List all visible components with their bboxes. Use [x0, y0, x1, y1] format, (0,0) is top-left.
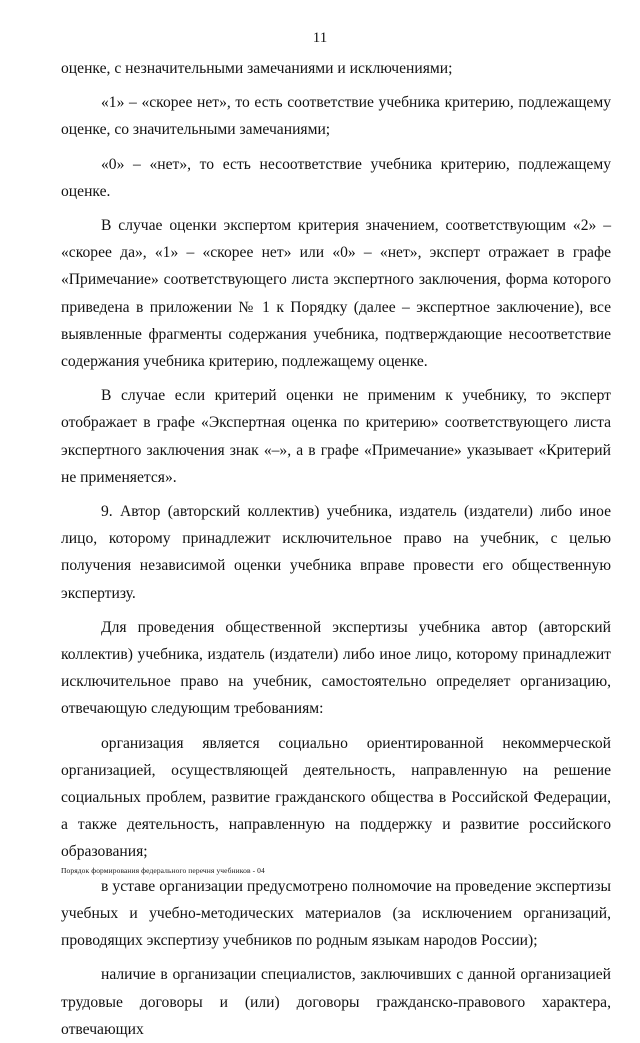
document-body	[61, 55, 611, 1043]
paragraph-score-1: «1» – «скорее нет», то есть соответствие учебника критерию, подлежащему оценке, со значительными замечаниями;	[61, 94, 611, 139]
page-footer: Порядок формирования федерального перечня учебников - 04	[61, 866, 265, 875]
paragraph-continuation: оценке, с незначительными замечаниями и исключениями;	[61, 60, 453, 77]
page-number: 11	[312, 30, 328, 46]
paragraph-score-0: «0» – «нет», то есть несоответствие учебника критерию, подлежащему оценке.	[61, 155, 611, 200]
paragraph-item-9: 9. Автор (авторский коллектив) учебника, издатель (издатели) либо иное лицо, которому принадлежит исключительное право на учебник, с целью получения независимой оценки учебника вправе провести его общественную экспертизу.	[61, 503, 611, 602]
paragraph-expert-assessment: В случае оценки экспертом критерия значением, соответствующим «2» – «скорее да», «1» – «скорее нет» или «0» – «нет», эксперт отражает в графе «Примечание» соответствующего листа экспертного заключения, форма которого приведена в приложении № 1 к Порядку (далее – экспертное заключение), все выявленные фрагменты содержания учебника, подтверждающие несоответствие содержания учебника критерию, подлежащему оценке.	[61, 217, 611, 371]
paragraph-requirement-3: наличие в организации специалистов, заключивших с данной организацией трудовые договоры и (или) договоры гражданско-правового характера, отвечающих	[61, 966, 611, 1038]
paragraph-requirement-2: в уставе организации предусмотрено полномочие на проведение экспертизы учебных и учебно-методических материалов (за исключением организаций, проводящих экспертизу учебников по родным языкам народов России);	[61, 877, 611, 950]
paragraph-criterion-not-applicable: В случае если критерий оценки не применим к учебнику, то эксперт отображает в графе «Экспертная оценка по критерию» соответствующего листа экспертного заключения знак «–», а в графе «Примечание» указывает «Критерий не применяется».	[61, 387, 611, 486]
paragraph-requirement-1: организация является социально ориентированной некоммерческой организацией, осуществляющей деятельность, направленную на решение социальных проблем, развитие гражданского общества в Российской Федерации, а также деятельность, направленную на поддержку и развитие российского образования;	[61, 734, 611, 861]
paragraph-public-expertise: Для проведения общественной экспертизы учебника автор (авторский коллектив) учебника, издатель (издатели) либо иное лицо, которому принадлежит исключительное право на учебник, самостоятельно определяет организацию, отвечающую следующим требованиям:	[61, 618, 611, 718]
